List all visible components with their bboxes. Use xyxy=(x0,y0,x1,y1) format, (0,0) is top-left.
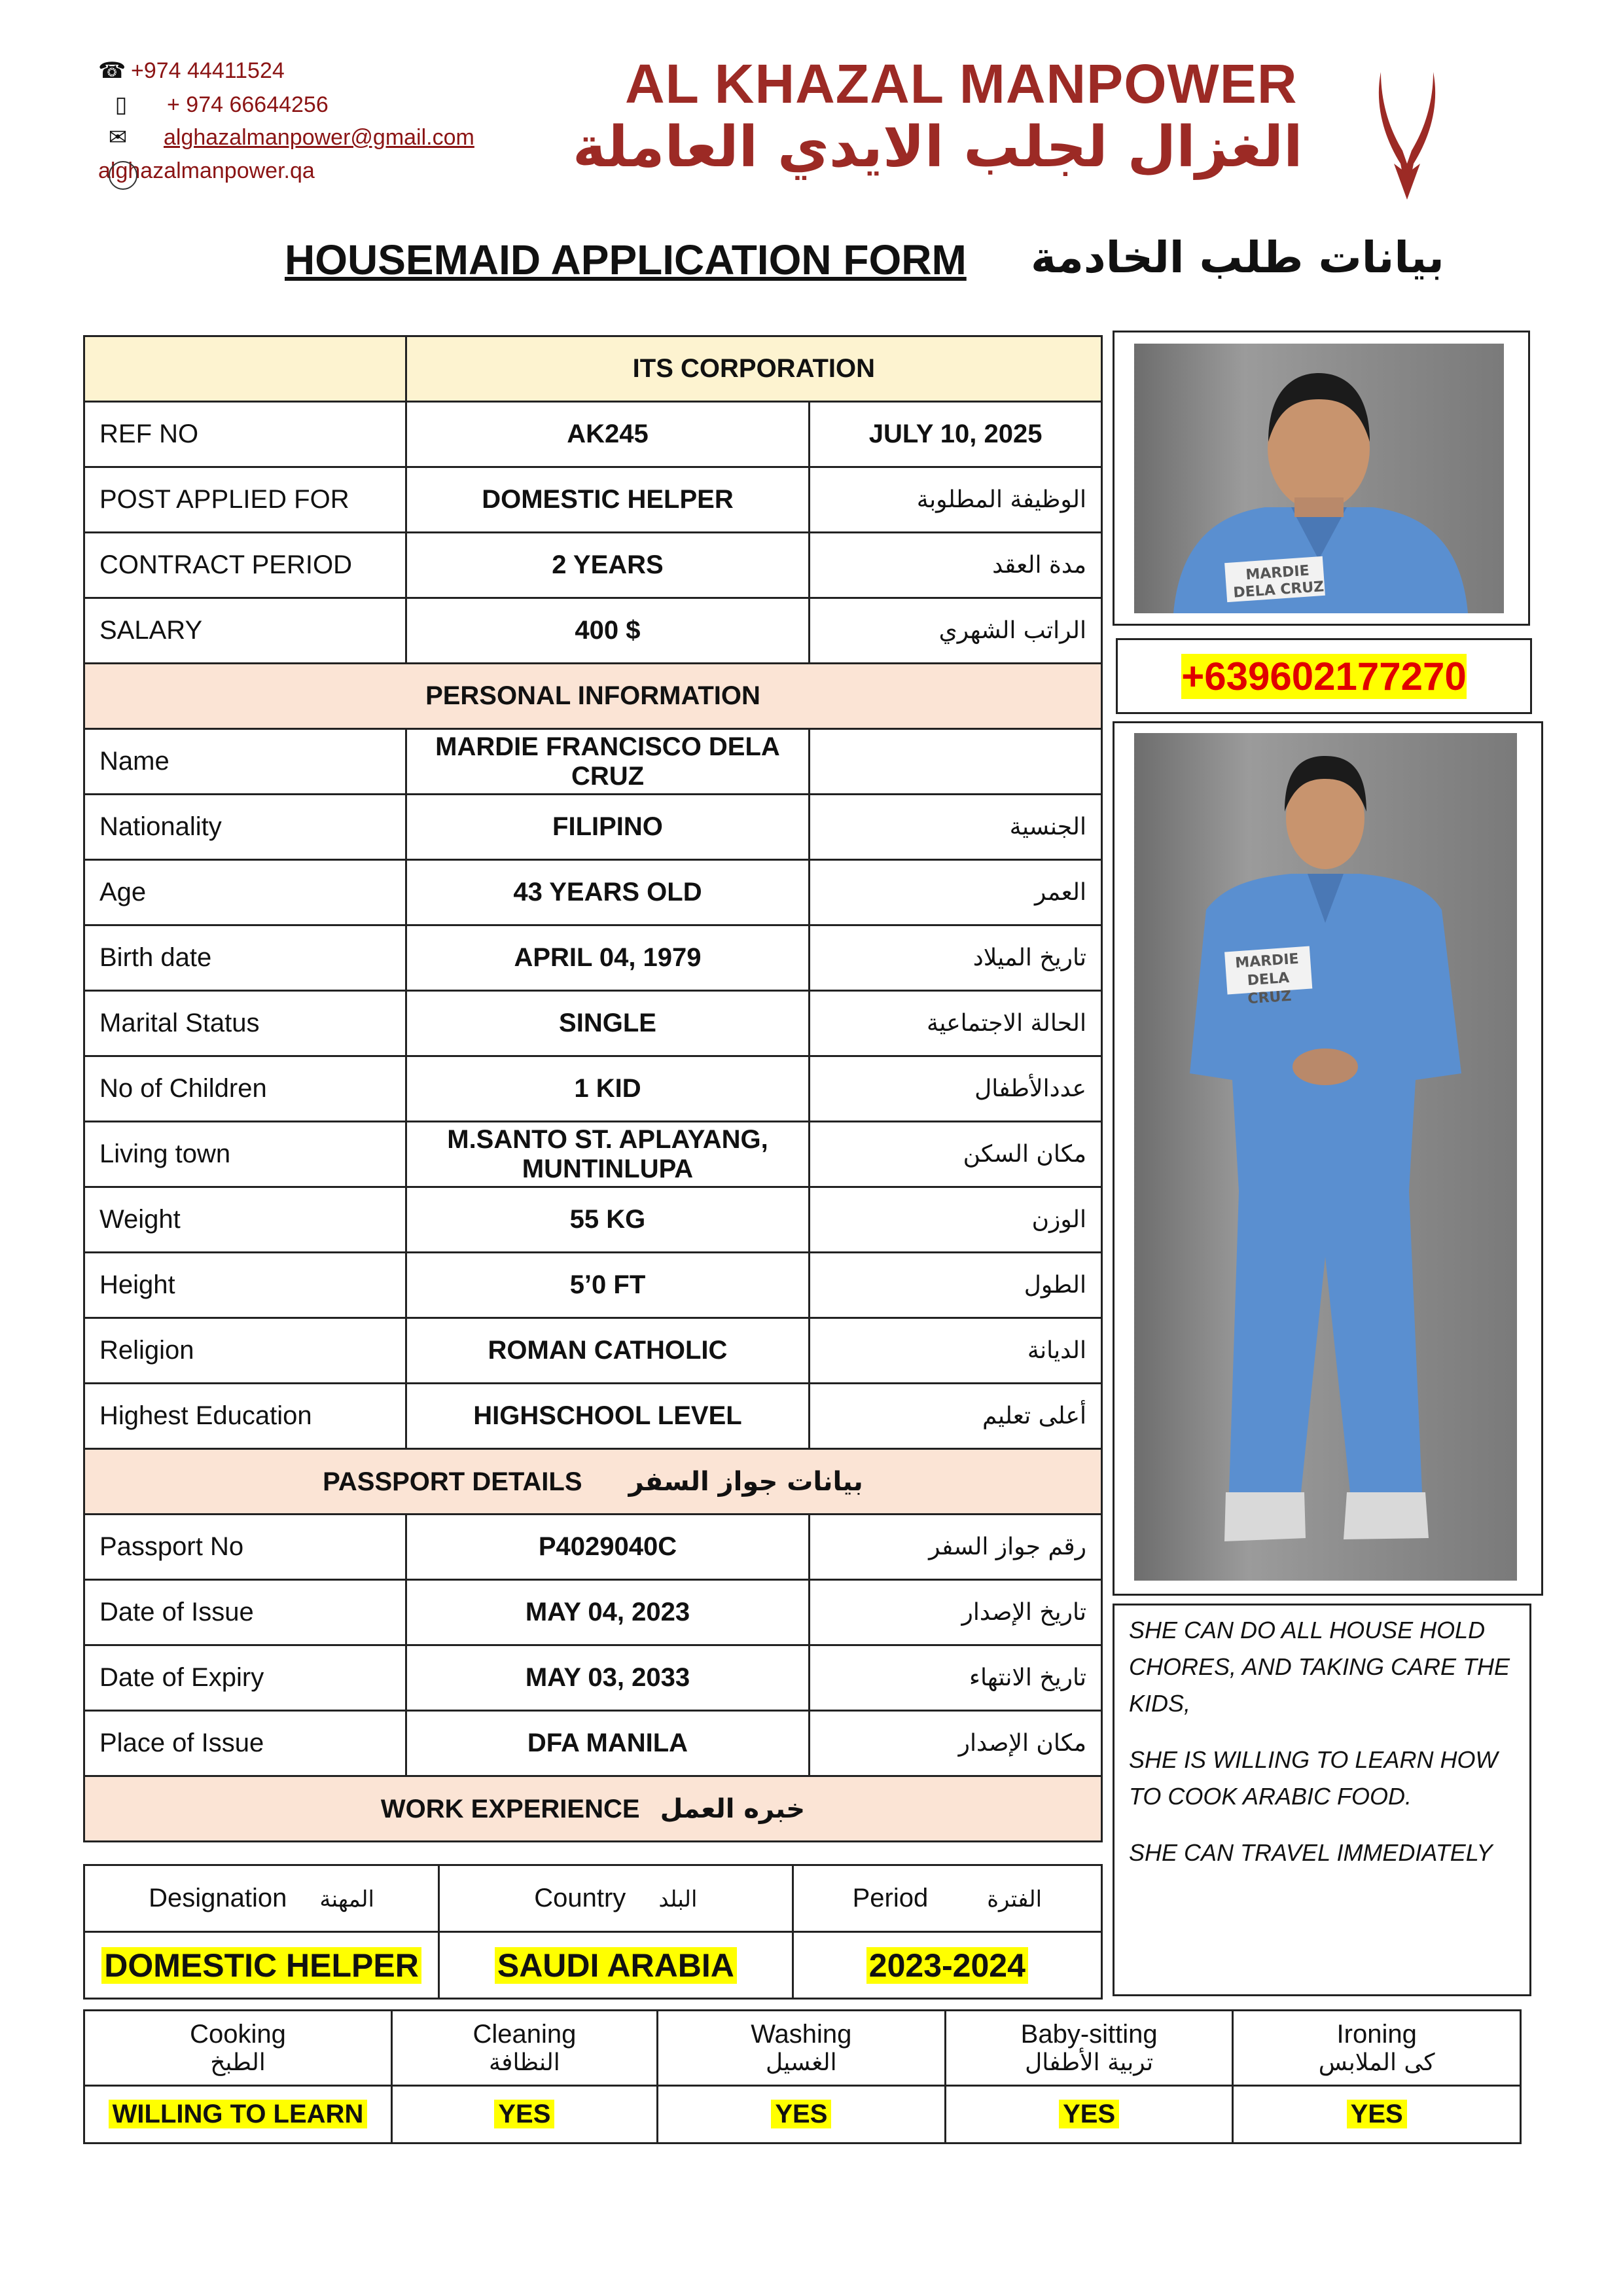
job-rows-row xyxy=(84,533,1102,598)
job-label-ar: الراتب الشهري xyxy=(810,598,1102,664)
telephone-icon: ☎ xyxy=(98,58,126,83)
passport-label: Place of Issue xyxy=(84,1711,406,1776)
column-country-ar: البلد xyxy=(658,1886,698,1912)
personal-label-ar: عددالأطفال xyxy=(810,1056,1102,1122)
personal-value: APRIL 04, 1979 xyxy=(406,925,810,991)
phone-1: +974 44411524 xyxy=(131,58,285,83)
passport-label: Date of Expiry xyxy=(84,1645,406,1711)
personal-rows-row xyxy=(84,925,1102,991)
agency-row xyxy=(84,336,1102,402)
personal-value: 55 KG xyxy=(406,1187,810,1253)
passport-header xyxy=(84,1449,1102,1515)
personal-label-ar: الجنسية xyxy=(810,795,1102,860)
job-label-ar: الوظيفة المطلوبة xyxy=(810,467,1102,533)
personal-rows-row xyxy=(84,1056,1102,1122)
passport-label: Passport No xyxy=(84,1515,406,1580)
email-link[interactable]: alghazalmanpower@gmail.com xyxy=(164,125,474,150)
personal-value: HIGHSCHOOL LEVEL xyxy=(406,1384,810,1449)
experience-header-ar: خبره العمل xyxy=(660,1793,806,1824)
form-title-ar: بيانات طلب الخادمة xyxy=(1031,232,1444,283)
job-value: DOMESTIC HELPER xyxy=(406,467,810,533)
skill-name-ar: تربية الأطفال xyxy=(1025,2049,1154,2076)
personal-rows-row xyxy=(84,1187,1102,1253)
skill-name: Baby-sitting xyxy=(1020,2020,1158,2049)
skill-value: YES xyxy=(771,2100,831,2128)
ref-label: REF NO xyxy=(84,402,406,467)
personal-value: MARDIE FRANCISCO DELA CRUZ xyxy=(406,729,810,795)
personal-label-ar xyxy=(810,729,1102,795)
personal-label: Marital Status xyxy=(84,991,406,1056)
passport-header-ar: بيانات جواز السفر xyxy=(628,1466,863,1497)
candidate-phone-box xyxy=(1116,638,1532,714)
candidate-phone[interactable]: +639602177270 xyxy=(1181,654,1467,698)
passport-value: MAY 04, 2023 xyxy=(406,1580,810,1645)
skill-value: YES xyxy=(1347,2100,1407,2128)
note-3: SHE CAN TRAVEL IMMEDIATELY xyxy=(1129,1839,1493,1866)
application-table xyxy=(83,335,1103,1842)
phone-line-1 xyxy=(98,58,285,84)
skill-value-cell xyxy=(657,2086,945,2144)
skills-table xyxy=(83,2009,1522,2144)
ref-row xyxy=(84,402,1102,467)
phone-line-2 xyxy=(108,92,329,118)
personal-rows-row xyxy=(84,1384,1102,1449)
personal-label-ar: العمر xyxy=(810,860,1102,925)
personal-value: FILIPINO xyxy=(406,795,810,860)
skill-value: WILLING TO LEARN xyxy=(109,2100,368,2128)
passport-rows-row xyxy=(84,1645,1102,1711)
job-label-ar: مدة العقد xyxy=(810,533,1102,598)
personal-label: Religion xyxy=(84,1318,406,1384)
skill-header xyxy=(945,2011,1232,2086)
passport-rows-row xyxy=(84,1580,1102,1645)
personal-value: 5’0 FT xyxy=(406,1253,810,1318)
personal-value: SINGLE xyxy=(406,991,810,1056)
personal-rows-row xyxy=(84,1122,1102,1187)
personal-label-ar: الديانة xyxy=(810,1318,1102,1384)
column-period: Period xyxy=(852,1884,929,1912)
personal-rows-row xyxy=(84,1253,1102,1318)
skill-name: Cleaning xyxy=(473,2020,577,2049)
skill-name: Cooking xyxy=(190,2020,286,2049)
skill-name: Ironing xyxy=(1336,2020,1417,2049)
website-link[interactable]: alghazalmanpower.qa xyxy=(98,158,315,183)
job-label: SALARY xyxy=(84,598,406,664)
job-rows-row xyxy=(84,598,1102,664)
skill-name: Washing xyxy=(751,2020,852,2049)
job-label: CONTRACT PERIOD xyxy=(84,533,406,598)
personal-header-row xyxy=(84,664,1102,729)
personal-value: M.SANTO ST. APLAYANG, MUNTINLUPA xyxy=(406,1122,810,1187)
job-rows-row xyxy=(84,467,1102,533)
passport-value: P4029040C xyxy=(406,1515,810,1580)
column-period-ar: الفترة xyxy=(987,1886,1043,1912)
experience-header xyxy=(84,1776,1102,1842)
personal-label: Nationality xyxy=(84,795,406,860)
name-badge-full: MARDIE DELA CRUZ xyxy=(1234,950,1300,1008)
experience-period: 2023-2024 xyxy=(866,1947,1028,1984)
company-name-ar: الغزال لجلب الايدي العاملة xyxy=(573,115,1303,180)
passport-header-row xyxy=(84,1449,1102,1515)
envelope-icon: ✉ xyxy=(108,125,128,150)
passport-label-ar: تاريخ الإصدار xyxy=(810,1580,1102,1645)
skill-value: YES xyxy=(494,2100,554,2128)
phone-2: + 974 66644256 xyxy=(167,92,329,117)
experience-table xyxy=(83,1864,1103,2000)
skill-name-ar: الطبخ xyxy=(210,2049,266,2076)
skill-header xyxy=(657,2011,945,2086)
personal-label: Living town xyxy=(84,1122,406,1187)
passport-label-ar: مكان الإصدار xyxy=(810,1711,1102,1776)
job-value: 400 $ xyxy=(406,598,810,664)
skill-header xyxy=(1233,2011,1521,2086)
experience-designation: DOMESTIC HELPER xyxy=(101,1947,421,1984)
agency-name: ITS CORPORATION xyxy=(406,336,1101,402)
skill-header xyxy=(84,2011,392,2086)
column-designation-ar: المهنة xyxy=(319,1886,374,1912)
job-label: POST APPLIED FOR xyxy=(84,467,406,533)
column-designation: Designation xyxy=(149,1884,287,1912)
personal-value: ROMAN CATHOLIC xyxy=(406,1318,810,1384)
personal-label: Name xyxy=(84,729,406,795)
skill-value-cell xyxy=(84,2086,392,2144)
experience-header-en: WORK EXPERIENCE xyxy=(380,1794,640,1823)
personal-label-ar: الطول xyxy=(810,1253,1102,1318)
globe-icon xyxy=(109,161,137,190)
personal-rows-row xyxy=(84,729,1102,795)
skill-value-cell xyxy=(945,2086,1232,2144)
passport-label-ar: تاريخ الانتهاء xyxy=(810,1645,1102,1711)
skill-name-ar: النظافة xyxy=(488,2049,560,2076)
personal-label-ar: مكان السكن xyxy=(810,1122,1102,1187)
personal-rows-row xyxy=(84,860,1102,925)
ref-date: JULY 10, 2025 xyxy=(810,402,1102,467)
passport-value: DFA MANILA xyxy=(406,1711,810,1776)
experience-country: SAUDI ARABIA xyxy=(495,1947,737,1984)
skill-value: YES xyxy=(1059,2100,1119,2128)
personal-label-ar: أعلى تعليم xyxy=(810,1384,1102,1449)
experience-header-row xyxy=(84,1776,1102,1842)
column-country: Country xyxy=(534,1884,626,1912)
personal-label-ar: الحالة الاجتماعية xyxy=(810,991,1102,1056)
form-title: HOUSEMAID APPLICATION FORM xyxy=(285,236,967,283)
personal-label: No of Children xyxy=(84,1056,406,1122)
email-line xyxy=(105,124,474,151)
name-badge-portrait: MARDIE DELA CRUZ xyxy=(1232,562,1325,601)
personal-label: Highest Education xyxy=(84,1384,406,1449)
gazelle-horns-icon xyxy=(1371,65,1443,203)
skill-name-ar: كى الملابس xyxy=(1318,2049,1435,2076)
company-name-en: AL KHAZAL MANPOWER xyxy=(625,53,1298,115)
personal-label-ar: تاريخ الميلاد xyxy=(810,925,1102,991)
ref-value: AK245 xyxy=(406,402,810,467)
personal-label-ar: الوزن xyxy=(810,1187,1102,1253)
full-body-photo xyxy=(1134,733,1517,1581)
personal-label: Birth date xyxy=(84,925,406,991)
skill-header xyxy=(391,2011,657,2086)
passport-rows-row xyxy=(84,1711,1102,1776)
personal-rows-row xyxy=(84,795,1102,860)
personal-header: PERSONAL INFORMATION xyxy=(84,664,1102,729)
passport-label-ar: رقم جواز السفر xyxy=(810,1515,1102,1580)
experience-columns xyxy=(84,1865,1102,1932)
note-1: SHE CAN DO ALL HOUSE HOLD CHORES, AND TAKING CARE THE KIDS, xyxy=(1129,1617,1510,1717)
notes-box xyxy=(1113,1604,1531,1996)
skill-value-cell xyxy=(1233,2086,1521,2144)
note-2: SHE IS WILLING TO LEARN HOW TO COOK ARABIC FOOD. xyxy=(1129,1746,1498,1810)
passport-value: MAY 03, 2033 xyxy=(406,1645,810,1711)
passport-label: Date of Issue xyxy=(84,1580,406,1645)
passport-rows-row xyxy=(84,1515,1102,1580)
personal-label: Height xyxy=(84,1253,406,1318)
personal-label: Weight xyxy=(84,1187,406,1253)
mobile-phone-icon: ▯ xyxy=(115,92,128,117)
personal-rows-row xyxy=(84,1318,1102,1384)
portrait-photo xyxy=(1134,344,1504,613)
personal-rows-row xyxy=(84,991,1102,1056)
job-value: 2 YEARS xyxy=(406,533,810,598)
personal-label: Age xyxy=(84,860,406,925)
skill-name-ar: الغسيل xyxy=(766,2049,837,2076)
passport-header-en: PASSPORT DETAILS xyxy=(323,1467,582,1496)
personal-value: 1 KID xyxy=(406,1056,810,1122)
personal-value: 43 YEARS OLD xyxy=(406,860,810,925)
skill-value-cell xyxy=(391,2086,657,2144)
experience-row xyxy=(84,1932,1102,1999)
